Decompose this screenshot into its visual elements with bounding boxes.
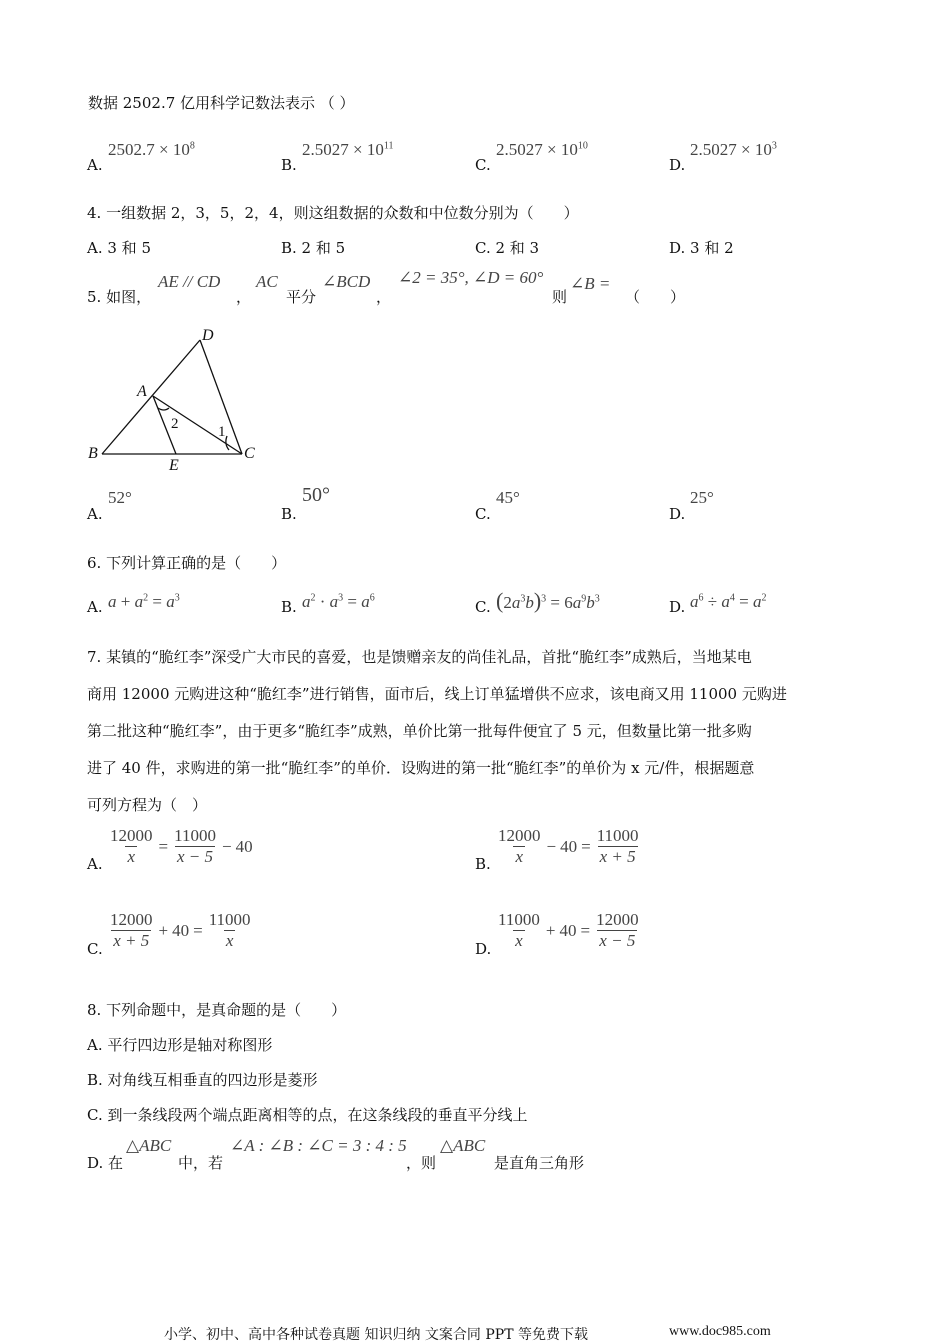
q5-option-a-label: A. xyxy=(87,505,103,523)
footer-text: 小学、初中、高中各种试卷真题 知识归纳 文案合同 PPT 等免费下载 xyxy=(164,1327,588,1343)
q6-option-a-label: A. xyxy=(87,598,103,616)
q7-option-d-label: D. xyxy=(475,940,492,958)
q5-option-b-value: 50° xyxy=(302,484,330,506)
q3-option-c-value: $2.5027 \times 10^{10}$ xyxy=(496,140,588,159)
q6-option-c-label: C. xyxy=(475,598,491,616)
q3-option-c-label: C. xyxy=(475,156,491,174)
q5-then: 则 xyxy=(552,288,568,306)
q6-option-c-expr: $(2a^3b)^3 = 6a^9b^3$ xyxy=(496,588,600,613)
q5-comma-2: ， xyxy=(376,288,392,306)
figure-angle-2: 2 xyxy=(171,416,179,432)
q5-option-c-value: 45° xyxy=(496,488,520,507)
q8-option-d-then: ，则 xyxy=(406,1154,437,1172)
q3-option-d-value: $2.5027 \times 10^3$ xyxy=(690,140,777,159)
q7-line-2: 商用 12000 元购进这种“脆红李”进行销售，面市后，线上订单猛增供不应求，该电商又用 11000 元购进 xyxy=(87,685,787,703)
q5-word-bisects: 平分 xyxy=(286,288,317,306)
q3-option-d-label: D. xyxy=(669,156,686,174)
q8-option-d-ratio: ∠A : ∠B : ∠C = 3 : 4 : 5 xyxy=(230,1136,407,1155)
q5-expr-bcd: ∠BCD xyxy=(322,272,371,291)
q6-option-a-expr: $a + a^2 = a^3$ xyxy=(108,592,180,611)
q4-option-c: C. 2 和 3 xyxy=(475,239,540,257)
q8-option-d-prefix: D. 在 xyxy=(87,1154,124,1172)
q7-line-3: 第二批这种“脆红李”，由于更多“脆红李”成熟，单价比第一批每件便宜了 5 元，但数量比第一批多购 xyxy=(87,722,752,740)
q7-option-c-equation: $\frac{12000}{x + 5}$ + 40 = $\frac{11000}{x}$ xyxy=(110,910,251,950)
q4-option-b: B. 2 和 5 xyxy=(281,239,346,257)
q7-option-a-equation: $\frac{12000}{x}$ = $\frac{11000}{x - 5}$ − 40 xyxy=(110,826,253,866)
q4-stem: 4. 一组数据 2，3，5，2，4，则这组数据的众数和中位数分别为（ ） xyxy=(87,204,579,222)
figure-label-d: D xyxy=(202,327,214,344)
q5-option-d-label: D. xyxy=(669,505,686,523)
q5-expr-angles: ∠2 = 35°, ∠D = 60° xyxy=(398,268,544,287)
q7-option-c-label: C. xyxy=(87,940,103,958)
q3-option-b-value: $2.5027 \times 10^{11}$ xyxy=(302,140,394,159)
q8-option-a: A. 平行四边形是轴对称图形 xyxy=(87,1036,273,1054)
q5-expr-ac: AC xyxy=(256,272,278,291)
q5-comma-1: ， xyxy=(236,288,252,306)
q7-line-1: 7. 某镇的“脆红李”深受广大市民的喜爱，也是馈赠亲友的尚佳礼品，首批“脆红李”成熟后，当地某电 xyxy=(87,648,752,666)
figure-angle-1: 1 xyxy=(218,424,226,440)
q3-stem: 数据 2502.7 亿用科学记数法表示 （ ） xyxy=(88,94,355,112)
q5-option-b-label: B. xyxy=(281,505,297,523)
q4-option-a: A. 3 和 5 xyxy=(87,239,151,257)
q6-option-b-expr: $a^2 \cdot a^3 = a^6$ xyxy=(302,592,375,611)
q7-line-4: 进了 40 件，求购进的第一批“脆红李”的单价．设购进的第一批“脆红李”的单价为 x 元/件，根据题意 xyxy=(87,759,755,777)
figure-label-b: B xyxy=(88,445,98,462)
q3-option-b-label: B. xyxy=(281,156,297,174)
q5-option-d-value: 25° xyxy=(690,488,714,507)
q5-triangle-figure xyxy=(80,320,280,480)
q6-option-b-label: B. xyxy=(281,598,297,616)
q6-option-d-label: D. xyxy=(669,598,686,616)
q6-stem: 6. 下列计算正确的是（ ） xyxy=(87,554,287,572)
q7-option-b-label: B. xyxy=(475,855,491,873)
q5-paren: （ ） xyxy=(625,288,686,306)
q8-option-d-triangle-2: △ABC xyxy=(440,1136,486,1155)
q3-option-a-label: A. xyxy=(87,156,103,174)
footer-url[interactable]: www.doc985.com xyxy=(669,1324,771,1339)
q8-option-d-mid: 中，若 xyxy=(178,1154,224,1172)
q8-option-d-suffix: 是直角三角形 xyxy=(494,1154,585,1172)
q8-option-d-triangle: △ABC xyxy=(126,1136,172,1155)
q8-stem: 8. 下列命题中，是真命题的是（ ） xyxy=(87,1001,347,1019)
q5-expr-ae-cd: AE // CD xyxy=(158,272,221,291)
figure-label-c: C xyxy=(244,445,255,462)
q5-prefix: 5. 如图， xyxy=(87,288,152,306)
q4-option-d: D. 3 和 2 xyxy=(669,239,734,257)
q5-option-a-value: 52° xyxy=(108,488,132,507)
q7-option-d-equation: $\frac{11000}{x}$ + 40 = $\frac{12000}{x - 5}$ xyxy=(498,910,639,950)
q7-option-b-equation: $\frac{12000}{x}$ − 40 = $\frac{11000}{x + 5}$ xyxy=(498,826,639,866)
figure-label-a: A xyxy=(137,383,147,400)
q3-option-a-value: $2502.7 \times 10^8$ xyxy=(108,140,195,159)
q7-option-a-label: A. xyxy=(87,855,103,873)
q5-expr-b: ∠B = xyxy=(570,274,611,293)
q5-option-c-label: C. xyxy=(475,505,491,523)
q8-option-c: C. 到一条线段两个端点距离相等的点，在这条线段的垂直平分线上 xyxy=(87,1106,528,1124)
q8-option-b: B. 对角线互相垂直的四边形是菱形 xyxy=(87,1071,318,1089)
figure-label-e: E xyxy=(169,457,179,474)
q6-option-d-expr: $a^6 \div a^4 = a^2$ xyxy=(690,592,767,611)
q7-line-5: 可列方程为（ ） xyxy=(87,796,208,814)
